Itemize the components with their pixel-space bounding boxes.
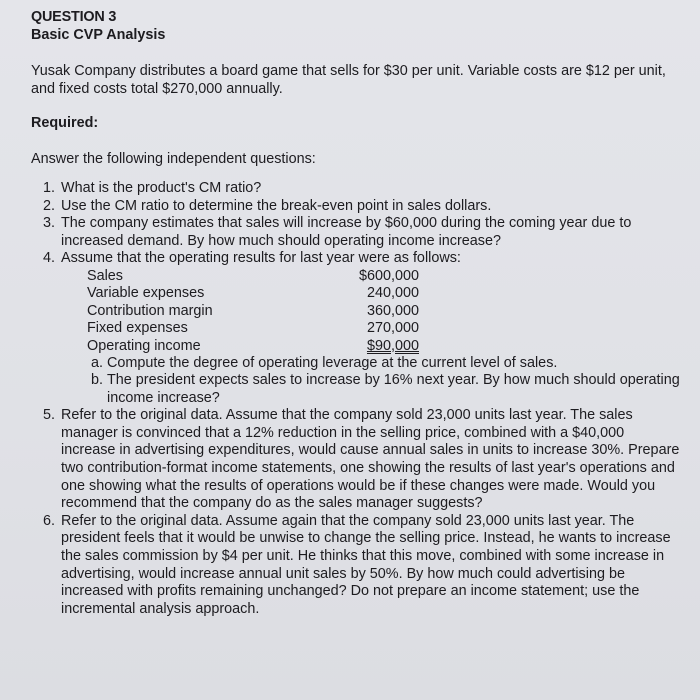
- row-value: [312, 338, 419, 355]
- row-value: 240,000: [366, 285, 419, 302]
- question-list: [31, 180, 680, 618]
- row-value: 360,000: [366, 302, 419, 319]
- question-4b: b. The president expects sales to increase by 16% next year. By how much should operating income increase?: [107, 372, 680, 407]
- table-row: [87, 268, 419, 285]
- question-4a: a. Compute the degree of operating leverage at the current level of sales.: [107, 355, 680, 372]
- row-label: Variable expenses: [87, 285, 205, 302]
- question-6: 6. Refer to the original data. Assume again that the company sold 23,000 units last year. The president feels that it would be unwise to change the selling price. Instead, he wants to increase the sales commission by $4 per unit. He thinks that this move, combined with some increase in advertising, would increase annual unit sales by 50%. By how much could advertising be increased with profits remaining unchanged? Do not prepare an income statement; use the incremental analysis approach.: [59, 513, 680, 619]
- instructions-text: Answer the following independent questions:: [31, 151, 316, 167]
- question-title: QUESTION 3: [31, 9, 117, 25]
- question-3: 3. The company estimates that sales will increase by $60,000 during the coming year due to increased demand. By how much should operating income increase?: [59, 215, 680, 250]
- row-label: Operating income: [87, 337, 201, 354]
- table-row: [87, 320, 419, 337]
- row-label: Contribution margin: [87, 302, 213, 319]
- question-4-subparts: [61, 355, 680, 407]
- table-row: [87, 303, 419, 320]
- row-label: Fixed expenses: [87, 320, 188, 337]
- question-subtitle: Basic CVP Analysis: [31, 27, 166, 43]
- question-1: 1. What is the product's CM ratio?: [59, 180, 680, 198]
- intro-paragraph: Yusak Company distributes a board game that sells for $30 per unit. Variable costs are $12 per unit, and fixed costs total $270,000 annually.: [31, 63, 666, 97]
- question-5: 5. Refer to the original data. Assume that the company sold 23,000 units last year. The sales manager is convinced that a 12% reduction in the selling price, combined with a $40,000 increase in advertising expenditures, would cause annual sales in units to increase 30%. Prepare two contribution-format income statements, one showing the results of last year's operations and one showing what the results of operations would be if these changes were made. Would you recommend that the company do as the sales manager suggests?: [59, 407, 680, 513]
- table-row: [87, 338, 419, 355]
- operating-income-value: $90,000: [366, 337, 419, 354]
- income-statement-table: [87, 268, 419, 355]
- question-4: [59, 250, 680, 407]
- row-value: 270,000: [366, 320, 419, 337]
- row-label: Sales: [87, 267, 123, 284]
- required-heading: Required:: [31, 115, 99, 131]
- row-value: $600,000: [358, 267, 419, 284]
- table-row: [87, 285, 419, 302]
- question-2: 2. Use the CM ratio to determine the break-even point in sales dollars.: [59, 198, 680, 216]
- question-4-text: Assume that the operating results for last year were as follows:: [61, 250, 461, 267]
